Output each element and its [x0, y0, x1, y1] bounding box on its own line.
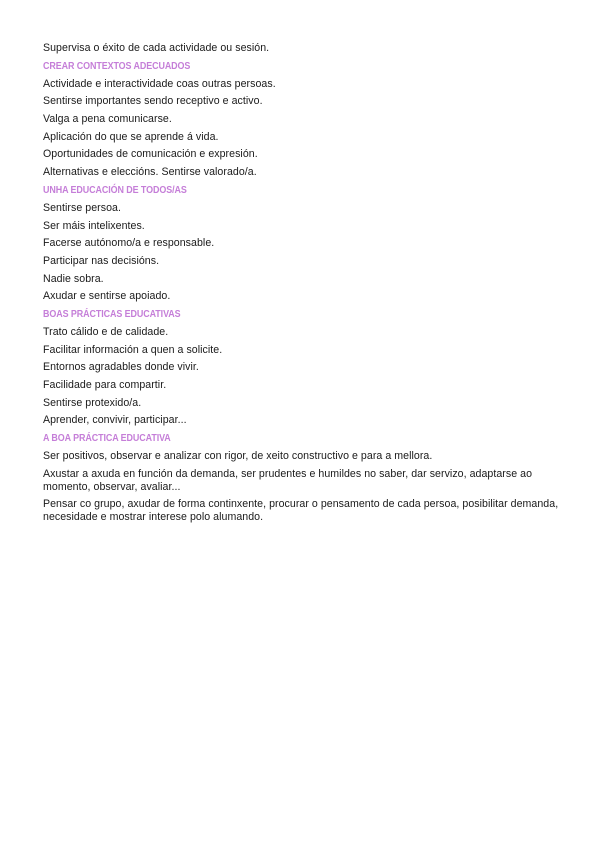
list-item: Sentirse importantes sendo receptivo e activo.	[43, 95, 263, 108]
list-item: Sentirse persoa.	[43, 201, 121, 214]
document-page	[43, 42, 563, 529]
intro-line: Supervisa o éxito de cada actividade ou sesión.	[43, 42, 270, 54]
list-item: Facilitar información a quen a solicite.	[43, 343, 223, 356]
list-item: Facilidade para compartir.	[43, 379, 167, 391]
section-heading-boas-practicas: BOAS PRÁCTICAS EDUCATIVAS	[43, 308, 181, 320]
list-item: Valga a pena comunicarse.	[43, 113, 172, 126]
paragraph: Axustar a axuda en función da demanda, ser prudentes e humildes no saber, dar servizo, adaptarse ao momento, observar, avaliar...	[43, 467, 533, 493]
paragraph: Ser positivos, observar e analizar con rigor, de xeito constructivo e para a mellora.	[43, 450, 433, 463]
paragraph: Pensar co grupo, axudar de forma continxente, procurar o pensamento de cada persoa, posibilitar demanda, necesidade e mostrar interese polo alumando.	[43, 498, 559, 524]
section-heading-unha-educacion: UNHA EDUCACIÓN DE TODOS/AS	[43, 184, 187, 196]
list-item: Nadie sobra.	[43, 272, 104, 285]
section-heading-crear-contextos: CREAR CONTEXTOS ADECUADOS	[43, 60, 191, 72]
list-item: Aplicación do que se aprende á vida.	[43, 130, 219, 143]
list-item: Participar nas decisións.	[43, 254, 160, 267]
list-item: Oportunidades de comunicación e expresión.	[43, 148, 258, 161]
list-item: Entornos agradables donde vivir.	[43, 361, 199, 374]
section-heading-a-boa-practica: A BOA PRÁCTICA EDUCATIVA	[43, 433, 171, 445]
list-item: Ser máis intelixentes.	[43, 219, 145, 232]
list-item: Alternativas e eleccións. Sentirse valorado/a.	[43, 166, 257, 179]
list-item: Trato cálido e de calidade.	[43, 325, 169, 338]
list-item: Sentirse protexido/a.	[43, 396, 142, 409]
list-item: Actividade e interactividade coas outras persoas.	[43, 77, 276, 90]
list-item: Facerse autónomo/a e responsable.	[43, 237, 215, 250]
list-item: Axudar e sentirse apoiado.	[43, 290, 171, 303]
list-item: Aprender, convivir, participar...	[43, 414, 187, 427]
